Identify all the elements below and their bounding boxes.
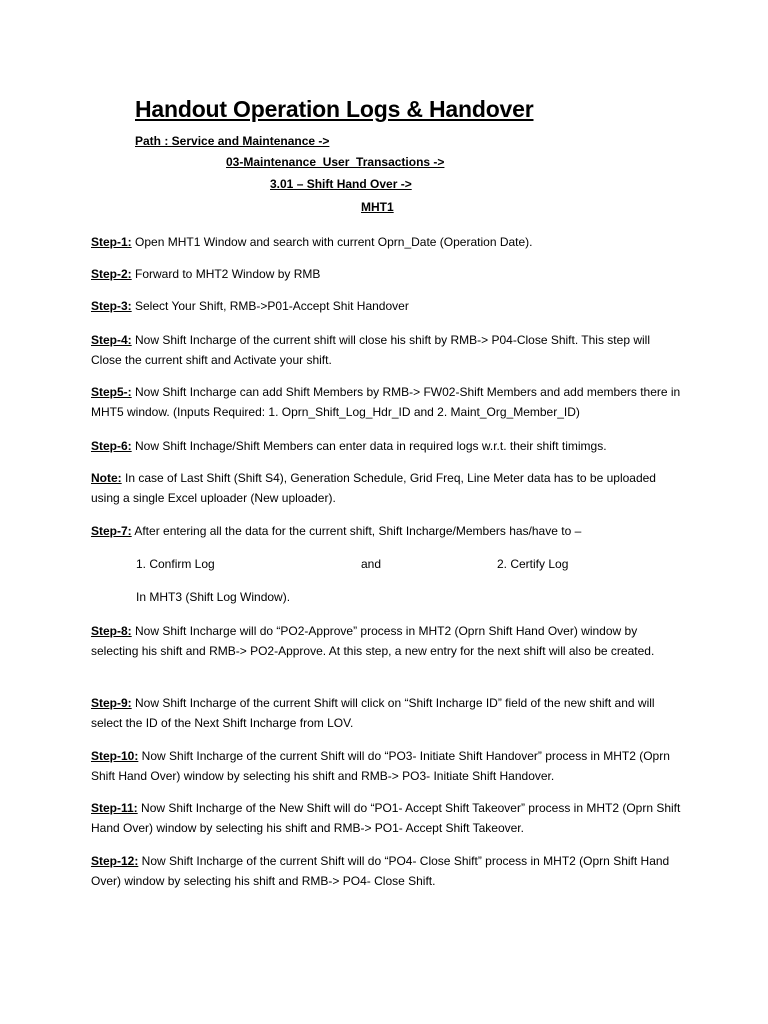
path-line-4: MHT1	[361, 200, 394, 214]
path-line-1: Path : Service and Maintenance ->	[135, 134, 330, 148]
step-5-text: Now Shift Incharge can add Shift Members by RMB-> FW02-Shift Members and add members there in MHT5 window. (Inputs Required: 1. Oprn_Shift_Log_Hdr_ID and 2. Maint_Org_Member_ID)	[91, 385, 681, 419]
step-3-text: Select Your Shift, RMB->P01-Accept Shit Handover	[131, 299, 409, 313]
step-6-text: Now Shift Inchage/Shift Members can enter data in required logs w.r.t. their shift timimgs.	[131, 439, 607, 453]
list-window-note: In MHT3 (Shift Log Window).	[136, 590, 291, 604]
list-item-confirm-log: 1. Confirm Log	[136, 557, 215, 571]
step-4-text: Now Shift Incharge of the current shift will close his shift by RMB-> P04-Close Shift. This step will Close the current shift and Activate your shift.	[91, 333, 650, 367]
step-12	[91, 851, 681, 891]
step-7-text: After entering all the data for the current shift, Shift Incharge/Members has/have to –	[131, 524, 582, 538]
step-4	[91, 330, 681, 370]
step-10-label: Step-10:	[91, 749, 139, 763]
path-line-3: 3.01 – Shift Hand Over ->	[270, 177, 412, 191]
note	[91, 468, 681, 508]
step-4-label: Step-4:	[91, 333, 132, 347]
document-title: Handout Operation Logs & Handover	[135, 96, 534, 122]
step-8	[91, 621, 681, 661]
step-3	[91, 296, 681, 316]
step-1-text: Open MHT1 Window and search with current Oprn_Date (Operation Date).	[131, 235, 533, 249]
step-10-text: Now Shift Incharge of the current Shift will do “PO3- Initiate Shift Handover” process in MHT2 (Oprn Shift Hand Over) window by selecting his shift and RMB-> PO3- Initiate Shift Handover.	[91, 749, 670, 783]
step-10	[91, 746, 681, 786]
step-6-label: Step-6:	[91, 439, 132, 453]
note-label: Note:	[91, 471, 122, 485]
list-connector-and: and	[361, 557, 382, 571]
step-3-label: Step-3:	[91, 299, 132, 313]
step-11-label: Step-11:	[91, 801, 138, 815]
step-12-text: Now Shift Incharge of the current Shift will do “PO4- Close Shift” process in MHT2 (Oprn Shift Hand Over) window by selecting his shift and RMB-> PO4- Close Shift.	[91, 854, 670, 888]
step-11-text: Now Shift Incharge of the New Shift will do “PO1- Accept Shift Takeover” process in MHT2 (Oprn Shift Hand Over) window by selecting his shift and RMB-> PO1- Accept Shift Takeover.	[91, 801, 681, 835]
step-1-label: Step-1:	[91, 235, 132, 249]
step-2-label: Step-2:	[91, 267, 132, 281]
step-5-label: Step5-:	[91, 385, 132, 399]
step-2	[91, 264, 681, 284]
path-line-2: 03-Maintenance_User_Transactions ->	[226, 155, 445, 169]
note-text: In case of Last Shift (Shift S4), Generation Schedule, Grid Freq, Line Meter data has to be uploaded using a single Excel uploader (New uploader).	[91, 471, 656, 505]
step-7-label: Step-7:	[91, 524, 132, 538]
step-6	[91, 436, 681, 456]
step-12-label: Step-12:	[91, 854, 139, 868]
step-1	[91, 232, 681, 252]
step-9-label: Step-9:	[91, 696, 132, 710]
step-9	[91, 693, 681, 733]
step-5	[91, 382, 681, 422]
step-11	[91, 798, 681, 838]
step-2-text: Forward to MHT2 Window by RMB	[131, 267, 321, 281]
step-8-text: Now Shift Incharge will do “PO2-Approve” process in MHT2 (Oprn Shift Hand Over) window by selecting his shift and RMB-> PO2-Approve. At this step, a new entry for the next shift will also be created.	[91, 624, 655, 658]
step-7	[91, 521, 681, 541]
step-8-label: Step-8:	[91, 624, 132, 638]
step-9-text: Now Shift Incharge of the current Shift will click on “Shift Incharge ID” field of the new shift and will select the ID of the Next Shift Incharge from LOV.	[91, 696, 655, 730]
list-item-certify-log: 2. Certify Log	[497, 557, 569, 571]
